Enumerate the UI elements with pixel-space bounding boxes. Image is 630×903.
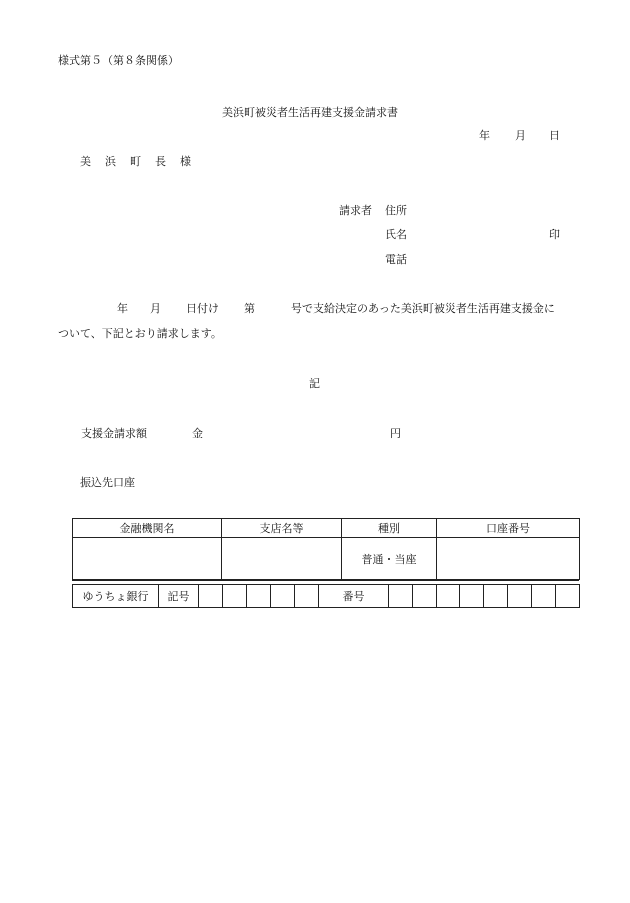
yucho-bank-label: ゆうちょ銀行	[73, 585, 159, 608]
bank-account-table	[72, 518, 580, 580]
account-number-cell[interactable]	[437, 538, 580, 580]
double-line-separator	[72, 580, 579, 581]
yucho-table	[72, 584, 580, 608]
kigo-digit-cell[interactable]	[223, 585, 247, 608]
amount-yen-label: 円	[390, 427, 401, 440]
kigo-label: 記号	[159, 585, 199, 608]
address-label: 住所	[385, 204, 407, 217]
body-year-label: 年	[117, 302, 128, 315]
body-dated-label: 日付け	[186, 302, 219, 315]
table-row	[73, 538, 580, 580]
form-label: 様式第５（第８条関係）	[58, 54, 179, 67]
name-label: 氏名	[385, 228, 407, 241]
date-month-label: 月	[515, 129, 526, 142]
seal-mark: 印	[549, 228, 560, 241]
table-row	[73, 585, 580, 608]
amount-label: 支援金請求額	[81, 427, 147, 440]
bango-digit-cell[interactable]	[532, 585, 556, 608]
body-line2: ついて、下記とおり請求します。	[58, 327, 222, 340]
body-month-label: 月	[150, 302, 161, 315]
header-account-number: 口座番号	[437, 519, 580, 538]
body-number-prefix: 第	[244, 302, 255, 315]
kigo-digit-cell[interactable]	[271, 585, 295, 608]
requester-label: 請求者	[339, 204, 372, 217]
header-account-type: 種別	[342, 519, 437, 538]
body-line1-rest: 号で支給決定のあった美浜町被災者生活再建支援金に	[291, 302, 555, 315]
addressee: 美浜町長様	[80, 155, 205, 168]
bango-digit-cell[interactable]	[556, 585, 580, 608]
date-day-label: 日	[549, 129, 560, 142]
header-bank-name: 金融機関名	[73, 519, 222, 538]
bank-section-label: 振込先口座	[80, 476, 135, 489]
bank-name-cell[interactable]	[73, 538, 222, 580]
bango-label: 番号	[319, 585, 389, 608]
ki-heading: 記	[309, 377, 320, 390]
header-branch-name: 支店名等	[222, 519, 342, 538]
bango-digit-cell[interactable]	[484, 585, 508, 608]
document-title: 美浜町被災者生活再建支援金請求書	[222, 106, 398, 119]
date-year-label: 年	[479, 129, 490, 142]
bango-digit-cell[interactable]	[437, 585, 460, 608]
kigo-digit-cell[interactable]	[199, 585, 223, 608]
phone-label: 電話	[385, 253, 407, 266]
table-header-row	[73, 519, 580, 538]
kigo-digit-cell[interactable]	[295, 585, 319, 608]
amount-kin-label: 金	[192, 427, 203, 440]
bango-digit-cell[interactable]	[413, 585, 437, 608]
kigo-digit-cell[interactable]	[247, 585, 271, 608]
bango-digit-cell[interactable]	[389, 585, 413, 608]
account-type-cell[interactable]: 普通・当座	[342, 538, 437, 580]
bango-digit-cell[interactable]	[508, 585, 532, 608]
bango-digit-cell[interactable]	[460, 585, 484, 608]
branch-name-cell[interactable]	[222, 538, 342, 580]
